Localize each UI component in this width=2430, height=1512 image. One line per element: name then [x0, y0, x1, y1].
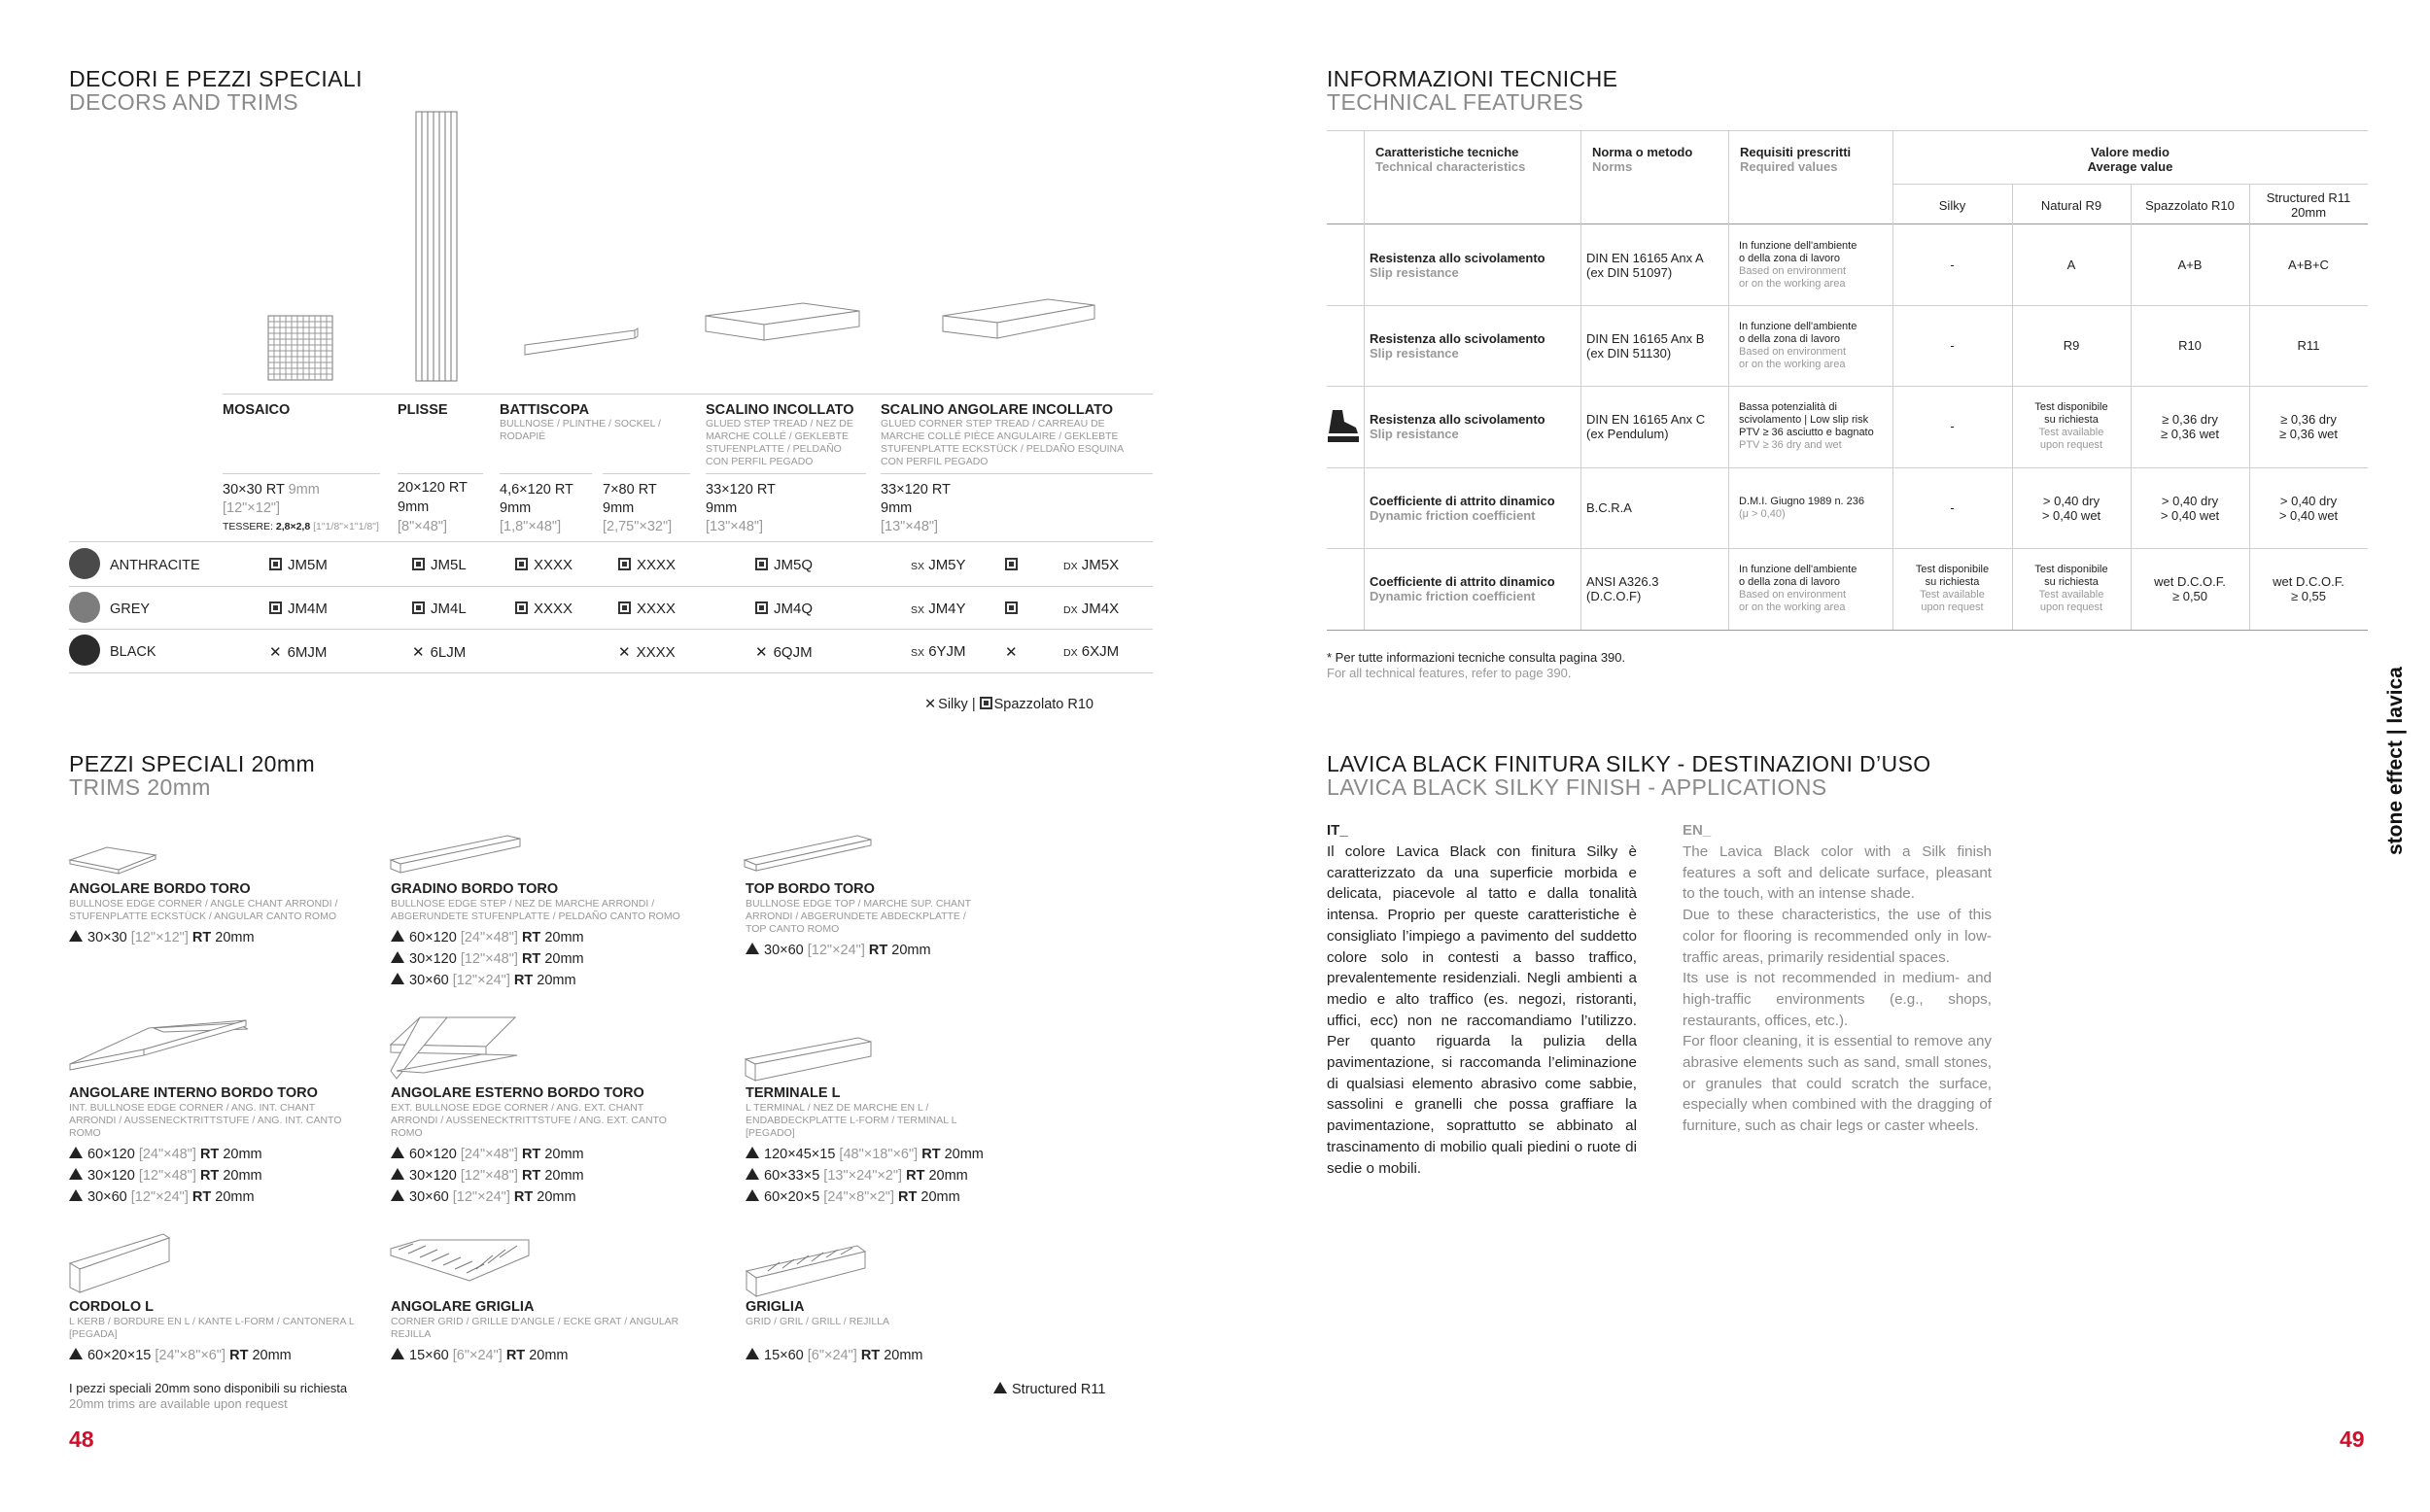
page-number-right: 49: [2340, 1426, 2365, 1452]
structured-triangle-icon: [391, 1168, 404, 1180]
row-norm: DIN EN 16165 Anx B (ex DIN 51130): [1586, 330, 1705, 361]
color-name-grey: GREY: [110, 601, 151, 617]
size-batt2: 7×80 RT: [603, 482, 657, 498]
code-anthracite-plisse: JM5L: [412, 557, 467, 573]
size-batt1: 4,6×120 RT: [500, 482, 573, 498]
spazzolato-icon-grey: [1005, 601, 1024, 617]
color-rule-1: [69, 586, 1153, 587]
row-val-spazzolato: > 0,40 dry > 0,40 wet: [2160, 493, 2220, 523]
row-req: In funzione dell'ambiente o della zona di lavoro Based on environment or on the working area: [1739, 563, 1857, 613]
decors-title-en: DECORS AND TRIMS: [69, 89, 299, 115]
it-label: IT_: [1327, 822, 1348, 839]
trims-note-it: I pezzi speciali 20mm sono disponibili su richiesta: [69, 1381, 348, 1395]
row-norm: B.C.R.A: [1586, 500, 1632, 515]
swatch-grey: [69, 592, 100, 623]
spazzolato-icon: [412, 601, 425, 614]
size-scalino: 33×120 RT: [706, 482, 776, 498]
finish-legend: ✕ Silky | Spazzolato R10: [924, 697, 1094, 712]
silky-cross-icon-black: ✕: [1005, 644, 1018, 661]
table-vline: [1364, 130, 1365, 630]
trim-griglia: GRIGLIA GRID / GRIL / GRILL / REJILLA 15×60 [6"×24"] RT 20mm: [746, 1299, 923, 1363]
mosaico-illustration: [268, 316, 332, 380]
row-name: Coefficiente di attrito dinamico Dynamic friction coefficient: [1370, 493, 1555, 523]
structured-triangle-icon: [69, 1168, 83, 1180]
code-grey-batt2: XXXX: [618, 601, 676, 617]
spazzolato-icon: [515, 601, 528, 614]
row-val-structured: > 0,40 dry > 0,40 wet: [2278, 493, 2339, 523]
structured-triangle-icon: [391, 951, 404, 963]
thk-batt1: 9mm: [500, 500, 532, 516]
row-val-structured: ≥ 0,36 dry ≥ 0,36 wet: [2279, 411, 2338, 441]
row-val-spazzolato: A+B: [2177, 258, 2203, 272]
trim-cordolo-l: CORDOLO L L KERB / BORDURE EN L / KANTE L-FORM / CANTONERA L [PEGADA] 60×20×15 [24"×8"×6"] RT 20mm: [69, 1299, 355, 1363]
color-rule-2: [69, 629, 1153, 630]
size-in-batt2: [2,75"×32"]: [603, 519, 673, 534]
tech-footnote-it: * Per tutte informazioni tecniche consulta pagina 390.: [1327, 650, 1626, 665]
code-anthracite-batt1: XXXX: [515, 557, 573, 573]
thk-batt2: 9mm: [603, 500, 635, 516]
row-norm: ANSI A326.3 (D.C.O.F): [1586, 573, 1659, 603]
structured-triangle-icon: [69, 1189, 83, 1201]
row-val-natural: A: [2066, 258, 2076, 272]
color-rule-0: [69, 541, 1153, 542]
table-bottom-rule: [1327, 630, 2368, 631]
spazzolato-icon: [755, 601, 768, 614]
product-name-mosaico: MOSAICO: [223, 402, 291, 418]
code-anthracite-batt2: XXXX: [618, 557, 676, 573]
side-section-label: stone effect | lavica: [2384, 667, 2407, 855]
color-name-anthracite: ANTHRACITE: [110, 558, 200, 573]
silky-cross-icon: ✕: [269, 644, 282, 661]
trims-note-en: 20mm trims are available upon request: [69, 1396, 288, 1411]
size-in-scalino: [13"×48"]: [706, 519, 764, 534]
header-val-it: Valore medio: [2091, 145, 2170, 159]
row-req: In funzione dell'ambiente o della zona di lavoro Based on environment or on the working area: [1739, 239, 1857, 290]
code-grey-scalino: JM4Q: [755, 601, 813, 617]
row-val-natural: > 0,40 dry > 0,40 wet: [2041, 493, 2101, 523]
structured-triangle-icon: [746, 1348, 759, 1359]
row-req: In funzione dell'ambiente o della zona di lavoro Based on environment or on the working area: [1739, 320, 1857, 370]
code-anthracite-mosaico: JM5M: [269, 557, 328, 573]
spazzolato-icon: [269, 601, 282, 614]
row-val-silky: -: [1950, 419, 1955, 433]
code-anthracite-sx: SX JM5Y: [911, 557, 966, 573]
trim-angolare-esterno: ANGOLARE ESTERNO BORDO TORO EXT. BULLNOSE EDGE CORNER / ANG. EXT. CHANT ARRONDI / AUSSENECKTRITTSTUFE / ANG. EXT. CANTO ROMO 60×120 [24"×48"] RT 20mm 30×120 [12"×48"] RT 20mm 30×60 [12"×24"] RT 20mm: [391, 1085, 667, 1205]
size-rule-batt2: [603, 473, 690, 474]
tech-title-it: INFORMAZIONI TECNICHE: [1327, 66, 1618, 91]
spazzolato-icon: [618, 601, 631, 614]
spazzolato-icon: [755, 558, 768, 570]
structured-triangle-icon: [746, 1168, 759, 1180]
swatch-black: [69, 635, 100, 666]
code-anthracite-dx: DX JM5X: [1063, 557, 1120, 573]
table-vline: [1580, 130, 1581, 630]
product-name-scalino-angolare: SCALINO ANGOLARE INCOLLATO: [881, 402, 1113, 418]
row-val-silky: Test disponibile su richiesta Test available upon request: [1915, 563, 1990, 613]
header-finish-spazzolato: Spazzolato R10: [2145, 198, 2235, 213]
color-name-black: BLACK: [110, 644, 156, 660]
header-norm-en: Norms: [1592, 159, 1633, 174]
product-name-scalino: SCALINO INCOLLATO: [706, 402, 854, 418]
code-black-mosaico: ✕ 6MJM: [269, 644, 328, 661]
trim-angolare-interno: ANGOLARE INTERNO BORDO TORO INT. BULLNOSE EDGE CORNER / ANG. INT. CHANT ARRONDI / AUSSENECKTRITTSTUFE / ANG. INT. CANTO ROMO 60×120 [24"×48"] RT 20mm 30×120 [12"×48"] RT 20mm 30×60 [12"×24"] RT 20mm: [69, 1085, 342, 1205]
swatch-anthracite: [69, 548, 100, 579]
code-grey-batt1: XXXX: [515, 601, 573, 617]
code-grey-sx: SX JM4Y: [911, 601, 966, 617]
header-req-en: Required values: [1740, 159, 1838, 174]
size-rule-plisse: [398, 473, 483, 474]
structured-triangle-icon: [746, 943, 759, 954]
size-rule-batt1: [500, 473, 592, 474]
trim-angolare-griglia: ANGOLARE GRIGLIA CORNER GRID / GRILLE D'ANGLE / ECKE GRAT / ANGULAR REJILLA 15×60 [6"×24"] RT 20mm: [391, 1299, 679, 1363]
scalino-angolare-illustration: [943, 299, 1094, 338]
silky-cross-icon: ✕: [755, 644, 768, 661]
shoe-icon: [1327, 408, 1360, 445]
size-scalino-ang: 33×120 RT: [881, 482, 951, 498]
usage-title-en: LAVICA BLACK SILKY FINISH - APPLICATIONS: [1327, 774, 1827, 800]
trims-title-it: PEZZI SPECIALI 20mm: [69, 751, 315, 776]
product-illustrations: [262, 107, 1166, 398]
code-black-scalino: ✕ 6QJM: [755, 644, 813, 661]
structured-triangle-icon: [69, 1147, 83, 1158]
size-in-batt1: [1,8"×48"]: [500, 519, 562, 534]
size-rule-scalino: [706, 473, 866, 474]
structured-triangle-icon: [391, 1189, 404, 1201]
row-norm: DIN EN 16165 Anx A (ex DIN 51097): [1586, 250, 1704, 280]
row-val-structured: wet D.C.O.F. ≥ 0,55: [2273, 573, 2344, 603]
table-top-rule: [1327, 130, 2368, 131]
row-val-structured: R11: [2297, 338, 2320, 353]
row-val-silky: -: [1950, 338, 1955, 353]
code-grey-mosaico: JM4M: [269, 601, 328, 617]
product-desc-scalino: GLUED STEP TREAD / NEZ DE MARCHE COLLÉ / GEKLEBTE STUFENPLATTE / PELDAÑO CON PERFIL PEGADO: [706, 418, 853, 467]
trims-title-en: TRIMS 20mm: [69, 774, 211, 800]
code-black-sx: SX 6YJM: [911, 643, 966, 660]
row-val-natural: Test disponibile su richiesta Test available upon request: [2034, 563, 2108, 613]
row-val-silky: -: [1950, 500, 1955, 515]
trim-top-bordo-toro: TOP BORDO TORO BULLNOSE EDGE TOP / MARCHE SUP. CHANT ARRONDI / ABGERUNDETE ABDECKPLATTE / TOP CANTO ROMO 30×60 [12"×24"] RT 20mm: [746, 881, 971, 958]
row-val-spazzolato: ≥ 0,36 dry ≥ 0,36 wet: [2161, 411, 2219, 441]
structured-triangle-icon: [391, 1147, 404, 1158]
row-val-natural: Test disponibile su richiesta Test available upon request: [2034, 400, 2108, 451]
decors-title-it: DECORI E PEZZI SPECIALI: [69, 66, 363, 91]
size-mosaico: 30×30 RT 9mm: [223, 482, 320, 498]
size-rule-mosaico: [223, 473, 380, 474]
product-desc-battiscopa: BULLNOSE / PLINTHE / SOCKEL / RODAPIÉ: [500, 418, 661, 442]
row-req: D.M.I. Giugno 1989 n. 236 (μ > 0,40): [1739, 495, 1865, 520]
silky-cross-icon: ✕: [618, 644, 631, 661]
code-black-plisse: ✕ 6LJM: [412, 644, 467, 661]
silky-cross-icon: ✕: [924, 697, 937, 712]
header-finish-natural: Natural R9: [2040, 198, 2102, 213]
row-name: Resistenza allo scivolamento Slip resistance: [1370, 330, 1545, 361]
structured-triangle-icon: [391, 973, 404, 984]
row-req: Bassa potenzialità di scivolamento | Low slip risk PTV ≥ 36 asciutto e bagnato PTV ≥ 36 dry and wet: [1739, 400, 1874, 451]
spazzolato-icon: [269, 558, 282, 570]
header-finish-structured: Structured R11 20mm: [2266, 190, 2351, 220]
code-grey-dx: DX JM4X: [1063, 601, 1120, 617]
code-black-dx: DX 6XJM: [1063, 643, 1120, 660]
header-req-it: Requisiti prescritti: [1740, 145, 1852, 159]
battiscopa-illustration: [525, 328, 638, 355]
page-number-left: 48: [69, 1426, 94, 1452]
structured-triangle-icon: [391, 930, 404, 942]
tech-footnote-en: For all technical features, refer to page 390.: [1327, 666, 1572, 680]
header-char-it: Caratteristiche tecniche: [1375, 145, 1519, 159]
thk-scalino: 9mm: [706, 500, 738, 516]
structured-triangle-icon: [993, 1382, 1007, 1393]
spazzolato-icon: [618, 558, 631, 570]
it-paragraph: Il colore Lavica Black con finitura Silky è caratterizzato da una superficie morbida e delicata, piacevole al tatto e dalla tonalità intensa. Proprio per queste caratteristiche è consigliato l’impiego a pavimento del suddetto colore solo in contesti a basso traffico, prevalentemente residenziali. Negli ambienti a medio e alto traffico (es. negozi, ristoranti, uffici, ecc) non ne raccomandiamo l’utilizzo. Per quanto riguarda la pulizia della pavimentazione, si raccomanda l’eliminazione di qualsiasi elemento abrasivo come sabbie, sassolini e granelli che possa graffiare la pavimentazione, soprattutto se abbinato al trascinamento di mobilio quali piedini o ruote di sedie o mobili.: [1327, 843, 1637, 1177]
spazzolato-icon: [515, 558, 528, 570]
row-name: Resistenza allo scivolamento Slip resistance: [1370, 250, 1545, 280]
structured-triangle-icon: [746, 1147, 759, 1158]
size-in-scalino-ang: [13"×48"]: [881, 519, 939, 534]
size-in-mosaico: [12"×12"]: [223, 500, 281, 516]
row-val-spazzolato: wet D.C.O.F. ≥ 0,50: [2154, 573, 2226, 603]
code-grey-plisse: JM4L: [412, 601, 467, 617]
en-label: EN_: [1683, 822, 1712, 839]
structured-triangle-icon: [391, 1348, 404, 1359]
color-rule-3: [69, 672, 1153, 673]
row-val-spazzolato: R10: [2178, 338, 2202, 353]
trim-terminale-l: TERMINALE L L TERMINAL / NEZ DE MARCHE EN L / ENDABDECKPLATTE L-FORM / TERMINAL L [PEGADO] 120×45×15 [48"×18"×6"] RT 20mm 60×33×5 [13"×24"×2"] RT 20mm 60×20×5 [24"×8"×2"] RT 20mm: [746, 1085, 984, 1205]
structured-legend: Structured R11: [993, 1381, 1105, 1398]
table-vline: [1728, 130, 1729, 630]
trim-gradino-bordo-toro: GRADINO BORDO TORO BULLNOSE EDGE STEP / NEZ DE MARCHE ARRONDI / ABGERUNDETE STUFENPLATTE / PELDAÑO CANTO ROMO 60×120 [24"×48"] RT 20mm 30×120 [12"×48"] RT 20mm 30×60 [12"×24"] RT 20mm: [391, 881, 680, 988]
header-char-en: Technical characteristics: [1375, 159, 1526, 174]
header-norm-it: Norma o metodo: [1592, 145, 1693, 159]
structured-triangle-icon: [69, 930, 83, 942]
silky-cross-icon: ✕: [412, 644, 425, 661]
trim-angolare-bordo-toro: ANGOLARE BORDO TORO BULLNOSE EDGE CORNER / ANGLE CHANT ARRONDI / STUFENPLATTE ECKSTÜCK / ANGULAR CANTO ROMO 30×30 [12"×12"] RT 20mm: [69, 881, 338, 945]
row-val-natural: R9: [2063, 338, 2080, 353]
en-paragraph: The Lavica Black color with a Silk finish features a soft and delicate surface, pleasant to the touch, with an intense shade. Due to these characteristics, the use of this color for flooring is recommended only in low-traffic areas, primarily residential spaces. Its use is not recommended in medium- and high-traffic environments (e.g., shops, restaurants, offices, etc.). For floor cleaning, it is essential to remove any abrasive elements such as sand, small stones, or granules that could scratch the surface, especially when combined with the dragging of furniture, such as chair legs or caster wheels.: [1683, 843, 1992, 1135]
tech-title-en: TECHNICAL FEATURES: [1327, 89, 1584, 115]
plisse-illustration: [416, 112, 457, 381]
size-plisse: 20×120 RT: [398, 480, 468, 496]
header-finish-silky: Silky: [1938, 198, 1966, 213]
header-val-en: Average value: [2087, 159, 2173, 174]
structured-triangle-icon: [69, 1348, 83, 1359]
tessere-mosaico: TESSERE: 2,8×2,8 [1"1/8"×1"1/8"]: [223, 521, 379, 533]
product-name-battiscopa: BATTISCOPA: [500, 402, 590, 418]
row-name: Resistenza allo scivolamento Slip resistance: [1370, 411, 1545, 441]
row-name: Coefficiente di attrito dinamico Dynamic friction coefficient: [1370, 573, 1555, 603]
row-val-silky: -: [1950, 258, 1955, 272]
spazzolato-icon: [412, 558, 425, 570]
code-black-batt2: ✕ XXXX: [618, 644, 676, 661]
size-in-plisse: [8"×48"]: [398, 519, 448, 534]
scalino-illustration: [706, 303, 859, 340]
row-norm: DIN EN 16165 Anx C (ex Pendulum): [1586, 411, 1706, 441]
thk-scalino-ang: 9mm: [881, 500, 913, 516]
products-top-rule: [223, 394, 1153, 395]
product-name-plisse: PLISSE: [398, 402, 448, 418]
structured-triangle-icon: [746, 1189, 759, 1201]
code-anthracite-scalino: JM5Q: [755, 557, 813, 573]
product-desc-scalino-angolare: GLUED CORNER STEP TREAD / CARREAU DE MARCHE COLLÉ PIÈCE ANGULAIRE / GEKLEBTE STUFENPLATTE ECKSTÜCK / PELDAÑO ESQUINA CON PERFIL PEGADO: [881, 418, 1124, 467]
usage-title-it: LAVICA BLACK FINITURA SILKY - DESTINAZIONI D’USO: [1327, 751, 1931, 776]
spazzolato-icon: [980, 697, 992, 709]
row-val-structured: A+B+C: [2288, 258, 2329, 272]
spazzolato-icon-anthracite: [1005, 557, 1024, 573]
size-rule-scalino-ang: [881, 473, 1153, 474]
thk-plisse: 9mm: [398, 499, 430, 515]
